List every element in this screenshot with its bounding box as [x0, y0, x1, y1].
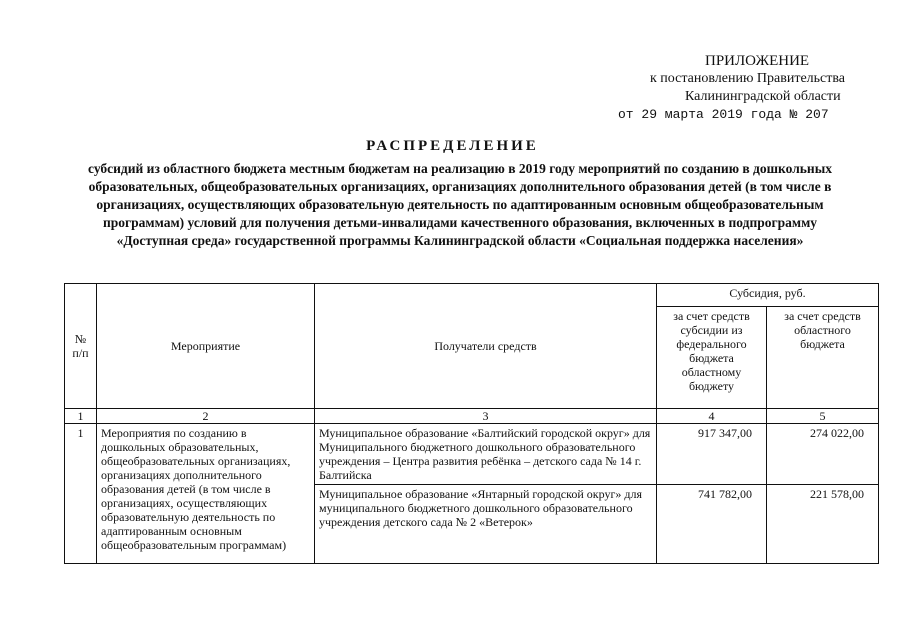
header-subsidy: Субсидия, руб. [657, 284, 879, 307]
recipient-federal-amount: 917 347,00 [657, 424, 767, 485]
table-header-row [65, 284, 879, 307]
appendix-title: ПРИЛОЖЕНИЕ [705, 53, 810, 69]
recipient-federal-amount: 741 782,00 [657, 485, 767, 564]
header-num: № п/п [65, 284, 97, 409]
recipient-regional-amount: 221 578,00 [767, 485, 879, 564]
col-number-2: 2 [97, 409, 315, 424]
column-number-row [65, 409, 879, 424]
col-number-1: 1 [65, 409, 97, 424]
col-number-3: 3 [315, 409, 657, 424]
appendix-date-text: от 29 марта 2019 года № [618, 107, 798, 122]
document-subtitle: субсидий из областного бюджета местным бюджетам на реализацию в 2019 году мероприятий по созданию в дошкольных образовательных, общеобразовательных организациях, организациях дополнительного образования детей (в том числе в организациях, осуществляющих образовательную деятельность по адаптированным основным общеобразовательным программам) условий для получения детьми-инвалидами качественного образования, включенных в подпрограмму «Доступная среда» государственной программы Калининградской области «Социальная поддержка населения» [88, 161, 832, 248]
col-number-5: 5 [767, 409, 879, 424]
table-row [65, 424, 879, 485]
recipient-name: Муниципальное образование «Балтийский городской округ» для Муниципального бюджетного дошкольного образовательного учреждения – Центра развития ребёнка – детского сада № 14 г. Балтийска [315, 424, 657, 485]
row-num: 1 [65, 424, 97, 564]
appendix-decree-number: 207 [805, 107, 829, 122]
document-title: РАСПРЕДЕЛЕНИЕ [366, 138, 539, 154]
appendix-line-date [600, 106, 870, 124]
appendix-line-decree: к постановлению Правительства [650, 71, 846, 86]
header-recipients: Получатели средств [315, 284, 657, 409]
header-regional: за счет средств областного бюджета [767, 307, 879, 409]
row-event: Мероприятия по созданию в дошкольных образовательных, общеобразовательных организациях, организациях дополнительного образования детей (в том числе в организациях, осуществляющих образовательную деятельность по адаптированным основным общеобразовательным программам) [97, 424, 315, 564]
recipient-regional-amount: 274 022,00 [767, 424, 879, 485]
recipient-name: Муниципальное образование «Янтарный городской округ» для муниципального бюджетного дошкольного образовательного учреждения детского сада № 2 «Ветерок» [315, 485, 657, 564]
col-number-4: 4 [657, 409, 767, 424]
distribution-table [64, 283, 879, 564]
header-event: Мероприятие [97, 284, 315, 409]
header-federal: за счет средств субсидии из федерального бюджета областному бюджету [657, 307, 767, 409]
appendix-line-region: Калининградской области [685, 89, 841, 104]
appendix-block [600, 52, 870, 124]
